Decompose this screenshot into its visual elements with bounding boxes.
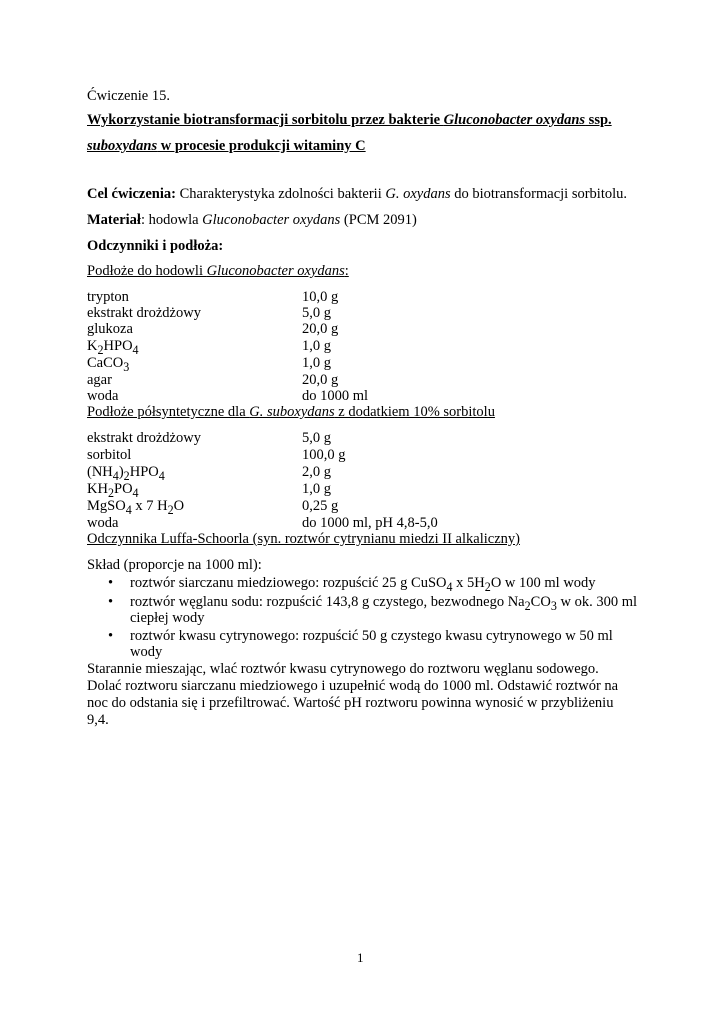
material-label: Materiał: [87, 212, 141, 228]
title-line-2: [87, 138, 366, 155]
bullet-item-citric-acid: roztwór kwasu cytrynowego: rozpuścić 50 g czystego kwasu cytrynowego w 50 ml: [130, 628, 613, 644]
title-subspecies: suboxydans: [87, 138, 158, 154]
title-ssp: ssp.: [585, 112, 612, 128]
medium2-heading-text: Podłoże półsyntetyczne dla: [87, 404, 250, 420]
ingredient-name: sorbitol: [87, 447, 132, 463]
goal-text: Charakterystyka zdolności bakterii: [175, 186, 386, 202]
medium2-row: [87, 464, 647, 481]
ingredient-amount: 20,0 g: [302, 321, 339, 337]
ingredient-name: woda: [87, 515, 119, 531]
goal-line: [87, 186, 627, 203]
medium1-row: [87, 338, 647, 355]
ingredient-amount: 0,25 g: [302, 498, 339, 514]
medium1-heading-end: :: [344, 263, 349, 279]
medium1-row: [87, 321, 647, 338]
medium1-heading-species: Gluconobacter oxydans: [206, 263, 345, 279]
ingredient-amount: 1,0 g: [302, 355, 331, 371]
ingredient-name: ekstrakt drożdżowy: [87, 430, 201, 446]
ingredient-name: woda: [87, 388, 119, 404]
material-text: : hodowla: [140, 212, 203, 228]
ingredient-name: trypton: [87, 289, 129, 305]
medium1-heading-text: Podłoże do hodowli: [87, 263, 207, 279]
ingredient-name: $KH_2PO_4$: [87, 481, 139, 500]
medium2-row: [87, 515, 647, 532]
ingredient-name: MgSO$_4$ x 7 $H_2O$: [87, 498, 185, 517]
ingredient-amount: 5,0 g: [302, 305, 331, 321]
medium2-heading-end: z dodatkiem 10% sorbitolu: [334, 404, 495, 420]
instructions-line-2: Dolać roztworu siarczanu miedziowego i uzupełnić wodą do 1000 ml. Odstawić roztwór na: [87, 678, 619, 694]
instructions-line-4: 9,4.: [87, 712, 109, 728]
bullet-item-sodium-carbonate: roztwór węglanu sodu: rozpuścić 143,8 g czystego, bezwodnego $Na_2CO_3$ w ok. 300 ml: [130, 594, 638, 613]
instructions-line-1: Starannie mieszając, wlać roztwór kwasu cytrynowego do roztworu węglanu sodowego.: [87, 661, 599, 677]
medium2-row: [87, 481, 647, 498]
medium1-row: [87, 372, 647, 389]
ingredient-amount: do 1000 ml, pH 4,8-5,0: [302, 515, 438, 531]
title-text-2: w procesie produkcji witaminy C: [157, 138, 366, 154]
instructions-line-3: noc do odstania się i przefiltrować. Wartość pH roztworu powinna wynosić w przybliżeniu: [87, 695, 614, 711]
bullet-icon: •: [108, 628, 114, 644]
ingredient-name: $(NH_4)_2HPO_4$: [87, 464, 165, 483]
medium1-heading: [87, 263, 349, 280]
medium1-row: [87, 289, 647, 306]
ingredient-amount: 20,0 g: [302, 372, 339, 388]
ingredient-amount: 2,0 g: [302, 464, 331, 480]
page-number: 1: [357, 950, 364, 965]
medium2-heading-species: G. suboxydans: [249, 404, 335, 420]
composition-label: Skład (proporcje na 1000 ml):: [87, 557, 262, 573]
ingredient-amount: do 1000 ml: [302, 388, 369, 404]
title-species: Gluconobacter oxydans: [443, 112, 586, 128]
medium1-row: [87, 388, 647, 405]
medium2-row: [87, 498, 647, 515]
ingredient-amount: 5,0 g: [302, 430, 331, 446]
material-species: Gluconobacter oxydans: [202, 212, 341, 228]
medium1-row: [87, 305, 647, 322]
ingredient-name: agar: [87, 372, 112, 388]
goal-end: do biotransformacji sorbitolu.: [450, 186, 628, 202]
bullet-item-copper-sulfate: roztwór siarczanu miedziowego: rozpuścić 25 g CuSO$_4$ x $5H_2O$ w 100 ml wody: [130, 575, 596, 594]
medium1-row: [87, 355, 647, 372]
medium2-heading: [87, 404, 495, 421]
ingredient-name: glukoza: [87, 321, 133, 337]
title-line-1: [87, 112, 612, 129]
material-end: (PCM 2091): [340, 212, 417, 228]
bullet-icon: •: [108, 594, 114, 610]
ingredient-amount: 1,0 g: [302, 481, 331, 497]
ingredient-name: $K_2HPO_4$: [87, 338, 139, 357]
bullet-item-sodium-carbonate-cont: ciepłej wody: [130, 610, 205, 626]
goal-species: G. oxydans: [385, 186, 451, 202]
ingredient-amount: 100,0 g: [302, 447, 346, 463]
medium2-row: [87, 430, 647, 447]
medium2-row: [87, 447, 647, 464]
reagents-heading: Odczynniki i podłoża:: [87, 238, 224, 254]
ingredient-name: CaCO$_3$: [87, 355, 130, 374]
bullet-item-citric-acid-cont: wody: [130, 644, 163, 660]
material-line: [87, 212, 417, 229]
title-text-1: Wykorzystanie biotransformacji sorbitolu przez bakterie: [87, 112, 444, 128]
reagent-heading: Odczynnika Luffa-Schoorla (syn. roztwór cytrynianu miedzi II alkaliczny): [87, 531, 520, 547]
exercise-number: Ćwiczenie 15.: [87, 88, 170, 104]
ingredient-amount: 1,0 g: [302, 338, 331, 354]
ingredient-name: ekstrakt drożdżowy: [87, 305, 201, 321]
bullet-icon: •: [108, 575, 114, 591]
ingredient-amount: 10,0 g: [302, 289, 339, 305]
goal-label: Cel ćwiczenia:: [87, 186, 176, 202]
